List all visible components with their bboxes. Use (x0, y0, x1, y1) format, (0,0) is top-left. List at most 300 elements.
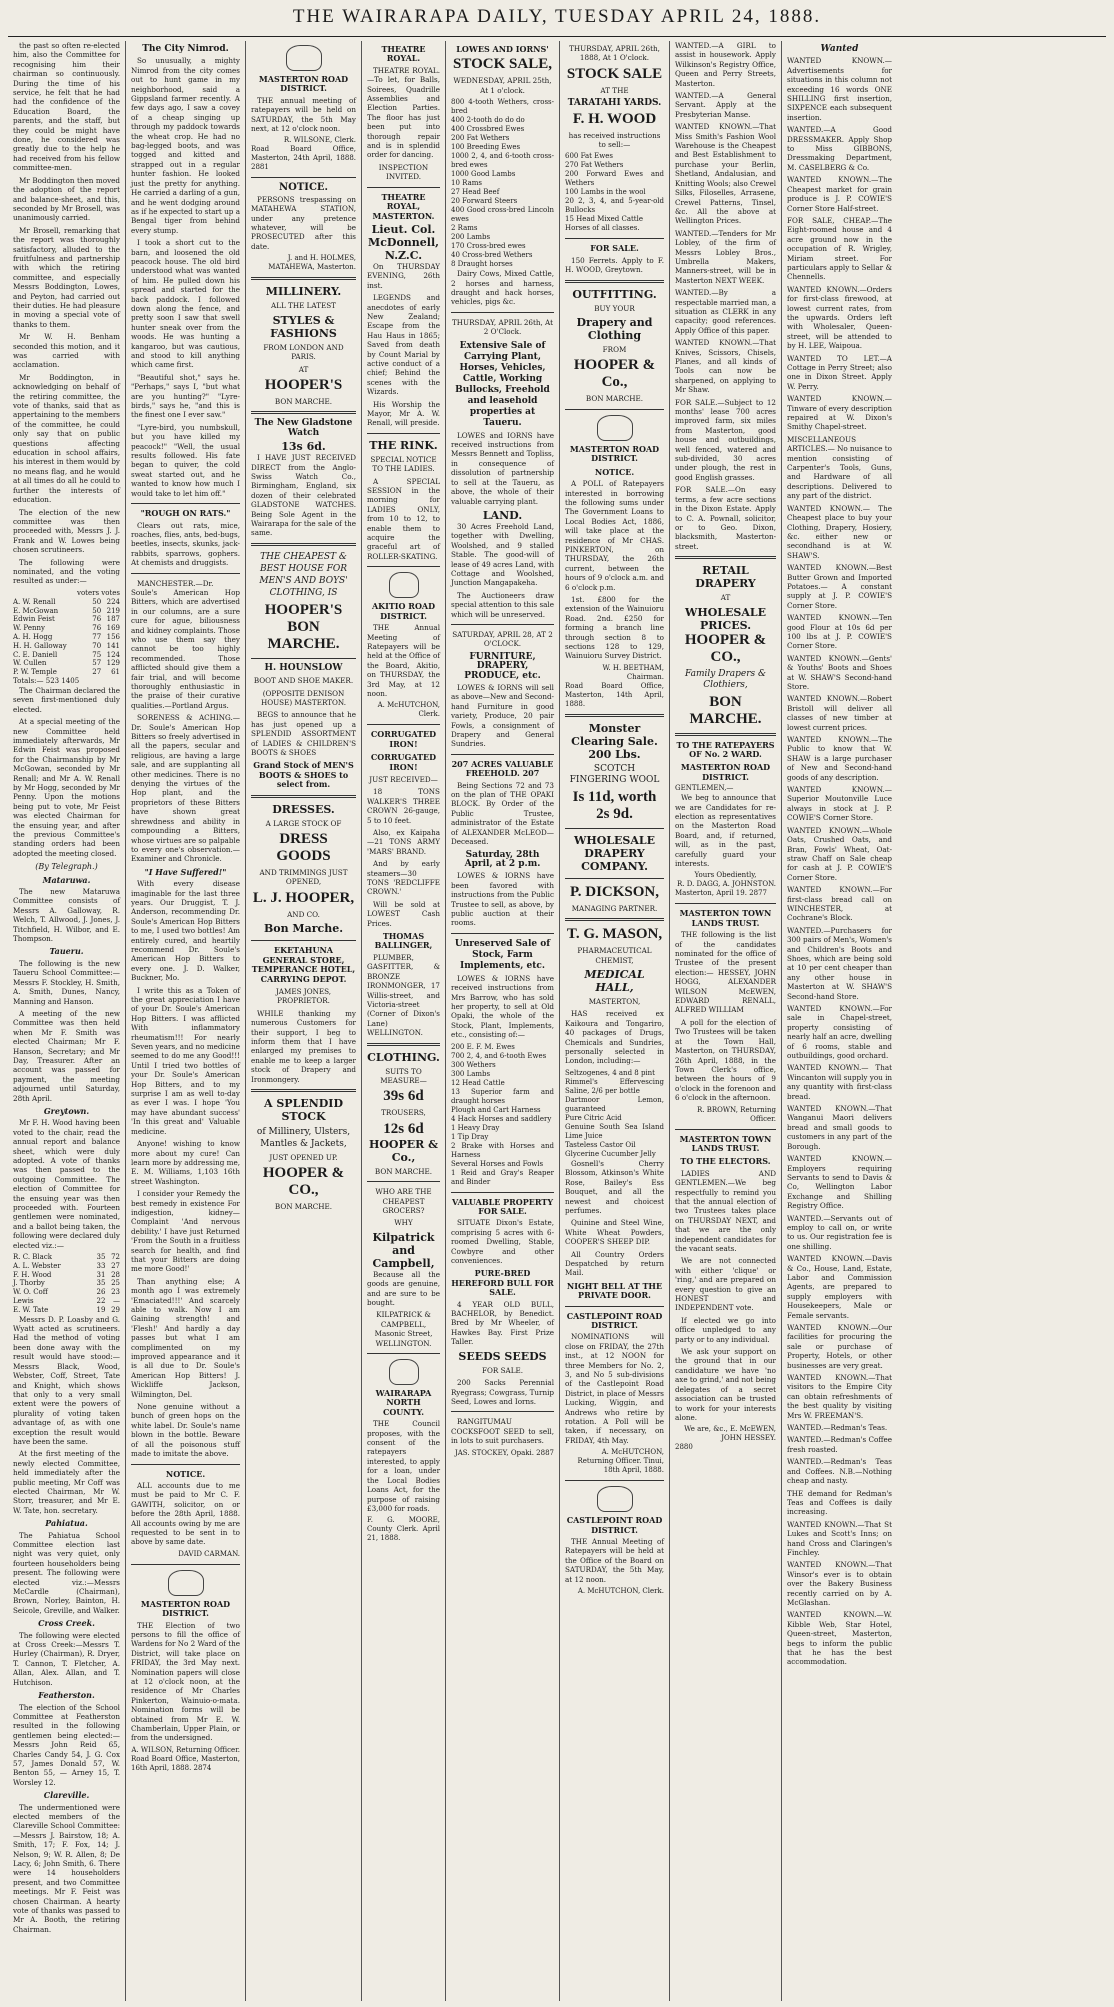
ad-line: BON MARCHE. (374, 1166, 433, 1176)
ad-text: PLUMBER, GASFITTER, & BRONZE IRONMONGER, 17 Willis-street, and Victoria-street (Corner of Dixon's Lane) WELLINGTON. (367, 952, 440, 1038)
ad-price: 13s 6d. (281, 440, 326, 454)
notice-heading: MASTERTON ROAD DISTRICT. (258, 74, 349, 94)
product-list (565, 1069, 664, 1159)
table-row: A. H. Hogg 77 156 (13, 632, 120, 641)
ad-heading: The New Gladstone Watch (254, 418, 353, 438)
ad-text: 18 TONS WALKER'S THREE CROWN 26-gauge, 5 to 10 feet. (367, 787, 440, 825)
place-heading: Taueru. (49, 946, 84, 957)
notice-heading: NOTICE. (278, 182, 329, 194)
ad-headline: Bon Marche. (263, 922, 344, 936)
ad-heading: Extensive Sale of Carrying Plant, Horses, Vehicles, Cattle, Working Bullocks, Freehold and leasehold properties at Taueru. (455, 340, 550, 428)
classified-ad: WANTED KNOWN.—For sale in Chapel-street, property consisting of nearly half an acre, dwelling of 6 rooms, stable and outbuildings, good orchard. (787, 1004, 892, 1061)
ad-text: Clears out rats, mice, roaches, flies, ants, bed-bugs, beetles, insects, skunks, jack-rabbits, sparrows, gophers. At chemists and druggists. (131, 520, 240, 568)
classified-ad: WANTED KNOWN.—Whole Oats, Crushed Oats, and Bran, Fowls' Wheat, Oat-straw Chaff on Sale cheap for cash at J. P. COWIE'S Corner Store. (787, 825, 892, 882)
ad-line: THE CHEAPEST & BEST HOUSE FOR MEN'S AND BOYS' CLOTHING, IS (259, 551, 348, 598)
ad-line: MANAGING PARTNER. (571, 903, 658, 913)
ad-headline: Kilpatrick and Campbell, (372, 1230, 435, 1270)
column-6-ads (560, 41, 670, 2001)
classified-ad: WANTED KNOWN.—That Knives, Scissors, Chisels, Planes, and all kinds of Tools can now be sharpened, on applying to Mr Shaw. (675, 338, 776, 395)
divider (367, 433, 440, 434)
classified-ad: FOR SALE, CHEAP.—The Eight-roomed house and 4 acre ground now in the occupation of R. Wrigley, Miriam street. For particulars apply to Sellar & Chennells. (787, 215, 892, 282)
article-paragraph: The following is the new Taueru School Committee:—Messrs F. Stockley, H. Smith, A. Smith, Dunes, Nancy, Manning and Hanson. (13, 958, 120, 1006)
notice-text: We beg to announce that we are Candidates for re-election as representatives on the Masterton Road Board, and, if returned, will, as in the past, carefully guard your interests. (675, 793, 776, 868)
notice-text: We are not connected with either 'clique' or 'ring,' and are prepared on every question to give an HONEST and INDEPENDENT vote. (675, 1256, 776, 1313)
notice-heading: CASTLEPOINT ROAD DISTRICT. (566, 1310, 663, 1330)
list-item: 1000 2, 4, and 6-tooth cross-bred ewes (451, 152, 554, 170)
list-item: 200 E. F. M. Ewes (451, 1042, 515, 1051)
article-paragraph: At the first meeting of the newly elected Committee, held immediately after the public meeting, Mr Coff was elected Chairman, Mr W. Storr, treasurer, and Mr E. W. Tate, hon. secretary. (13, 1449, 120, 1515)
article-paragraph: Mr F. H. Wood having been voted to the chair, read the annual report and balance sheet, which were duly adopted. A vote of thanks was then passed to the outgoing Committee. The election of Committee for the ensuing year was then proceeded with. Fourteen gentlemen were nominated, and a ballot being taken, the following were declared duly elected viz.:— (13, 1118, 120, 1250)
notice-footer: Masterton, April 19. 2877 (675, 889, 767, 898)
signature: F. G. MOORE, County Clerk. April 21, 1888. (367, 1516, 440, 1543)
notice-heading: TO THE ELECTORS. (680, 1156, 771, 1167)
ad-headline: HOOPER'S BON MARCHE. (264, 601, 343, 652)
ad-text: His Worship the Mayor, Mr A. W. Renall, will preside. (367, 399, 440, 428)
ad-heading: FURNITURE, DRAPERY, PRODUCE, etc. (464, 651, 541, 681)
list-item: 300 Lambs (451, 1069, 491, 1078)
ad-headline: DRESSES. (272, 802, 335, 816)
ad-headline: WHOLESALE PRICES. (684, 605, 767, 632)
classified-ad: WANTED.—Purchasers for 300 pairs of Men's, Women's and Children's Boots and Shoes, which are being sold at 10 per cent cheaper than any other house in Masterton at W. SHAW'S Second-hand Store. (787, 925, 892, 1001)
ad-line: WEDNESDAY, APRIL 25th, At 1 o'clock. (453, 76, 552, 95)
ad-text: All Country Orders Despatched by return Mail. (565, 1249, 664, 1278)
notice-text: A POLL of Ratepayers interested in borrowing the following sums under The Government Loans to Local Bodies Act, 1886, will take place at the residence of Mr CHAS. PINKERTON, on THURSDAY, the 26th current, between the hours of 9 o'clock a.m. and 6 o'clock p.m. (565, 479, 664, 592)
list-item: 4 Hack Horses and saddlery (451, 1114, 552, 1123)
list-item: Pure Citric Acid (565, 1113, 622, 1122)
place-heading: Mataruwa. (42, 874, 91, 885)
notice-heading: MASTERTON TOWN LANDS TRUST. (679, 1133, 772, 1153)
ad-text: SITUATE Dixon's Estate, comprising 5 acres with 6-roomed Dwelling, Stable, Cowbyre and other conveniences. (451, 1218, 554, 1266)
article-title: The City Nimrod. (142, 44, 229, 54)
ad-headline: WHOLESALE DRAPERY COMPANY. (573, 833, 656, 873)
votes-table-greytown (13, 1253, 120, 1315)
ad-line: JAMES JONES, PROPRIETOR. (275, 986, 332, 1006)
divider (251, 277, 356, 280)
list-item: Plough and Cart Harness (451, 1105, 541, 1114)
list-item: 200 Lambs (451, 233, 491, 242)
list-item: 2 Rams (451, 224, 478, 233)
list-item: 15 Head Mixed Cattle (565, 215, 643, 224)
ad-heading: THOMAS BALLINGER, (374, 931, 433, 951)
classified-ad: WANTED KNOWN.—Orders for first-class firewood, at lowest current rates, from the upwards. Orders left with Wholesaler, Queen-street, will be attended to by H. LEE, Waipoua. (787, 284, 892, 351)
ad-text: With every disease imaginable for the last three years. Our Druggist, T. J. Anderson, recommending Dr. Soule's American Hop Bitters to me, I used two bottles! Am entirely cured, and heartily recommend Dr. Soule's American Hop Bitters to every one. J. D. Walker, Buckner, Mo. (131, 879, 240, 983)
notice-heading: WAIRARAPA NORTH COUNTY. (375, 1388, 432, 1417)
list-item: 20 Forward Steers (451, 197, 518, 206)
list-item: 20 2, 3, 4, and 5-year-old Bullocks (565, 197, 664, 215)
ad-price: 39s 6d (383, 1088, 424, 1105)
table-row: W. O. Coff 26 23 (13, 1288, 120, 1297)
ad-heading: CORRUGATED IRON! (370, 729, 437, 749)
ad-line: MASTERTON, (588, 997, 641, 1007)
ad-line: FROM LONDON AND PARIS. (263, 342, 344, 362)
article-paragraph: The following were elected at Cross Creek:—Messrs T. Hurley (Chairman), R. Dryer, T. Cannon, T. Fletcher, A. Allan, Alex. Allan, and T. Hutchison. (13, 1630, 120, 1687)
table-row: Edwin Feist 76 187 (13, 615, 120, 624)
divider (565, 878, 664, 879)
list-item: 200 Fat Wethers (451, 134, 510, 143)
ad-line: AT (298, 364, 309, 374)
classified-ad: WANTED KNOWN.—W. Kibble Web, Star Hotel, Queen-street, Masterton, begs to inform the public that he has the best accommodation. (787, 1610, 892, 1667)
ad-heading: Saturday, 28th April, at 2 p.m. (464, 849, 541, 869)
auction-list (451, 98, 554, 269)
column-5-auctions (446, 41, 560, 2001)
ad-headline: Lieut. Col. McDonnell, N.Z.C. (368, 222, 439, 262)
ad-line: SPECIAL NOTICE TO THE LADIES. (370, 454, 437, 474)
classified-ad: WANTED KNOWN.—Employers requiring Servants to send to Davis & Co, Wellington Labor Exchange and Shilling Registry Office. (787, 1154, 892, 1211)
column-7-ads (670, 41, 782, 2001)
closing: Yours Obediently, (694, 871, 757, 880)
list-item: Horses of all classes. (565, 224, 640, 233)
article-paragraph: The following were nominated, and the voting resulted as under:— (13, 557, 120, 586)
ad-line: AND CO. (287, 909, 320, 919)
royal-crest-icon (389, 572, 419, 598)
ad-text: LOWES & IORNS will sell as above—New and Second-hand Furniture in good variety, Produce, 20 pair Fowls, a consignment of Drapery and General Sundries. (451, 683, 554, 749)
ad-text: HAS received ex Kaikoura and Tongariro, 40 packages of Drugs, Chemicals and Sundries, personally selected in London, including:— (565, 1009, 664, 1066)
classified-ad: WANTED KNOWN.—For first-class bread call on WINCHESTER, at Cochrane's Block. (787, 885, 892, 923)
ad-headline: Monster Clearing Sale. (571, 721, 658, 748)
ad-line: FROM (602, 345, 627, 355)
divider (251, 411, 356, 414)
divider (565, 238, 664, 239)
ad-text: THEATRE ROYAL.—To let, for Balls, Soirees, Quadrille Assemblies and Election Parties. The floor has just been put into thorough repair and is in splendid order for dancing. (367, 65, 440, 160)
ad-number: 2880 (675, 1443, 693, 1452)
ad-headline: LAND. (482, 508, 523, 522)
article-paragraph: The Chairman declared the seven first-mentioned duly elected. (13, 685, 120, 714)
divider (367, 724, 440, 725)
signature: A. WILSON, Returning Officer. (131, 1745, 240, 1754)
classified-ad: WANTED KNOWN.— That Wincanton will supply you in any quantity with first-class bread. (787, 1063, 892, 1101)
ad-text: Because all the goods are genuine, and are sure to be bought. (367, 1269, 440, 1307)
ad-headline: STOCK SALE, (453, 56, 552, 73)
ad-text: WHILE thanking my numerous Customers for their support, I beg to inform them that I have enlarged my premises to enable me to keep a larger stock of Drapery and Ironmongery. (251, 1008, 356, 1084)
ad-heading: THEATRE ROYAL, MASTERTON. (372, 191, 435, 221)
list-item: Seltzogenes, 4 and 8 pint (565, 1068, 655, 1077)
notice-heading: NOTICE. (594, 466, 635, 477)
signature: A. McHUTCHON, Returning Officer. Tinui, 18th April, 1888. (577, 1448, 664, 1475)
ad-headline: SEEDS SEEDS (458, 1349, 547, 1363)
place-heading: Featherston. (38, 1690, 95, 1701)
divider (131, 573, 240, 574)
masthead (8, 6, 1106, 37)
signature: DAVID CARMAN. (178, 1549, 240, 1558)
ad-line: Family Drapers & Clothiers, (685, 668, 766, 690)
ad-line: (OPPOSITE DENISON HOUSE) MASTERTON. (260, 688, 347, 707)
classified-ad: MISCELLANEOUS ARTICLES.— No nuisance to mention consisting of Carpenter's Tools, Guns, and Hardware of all descriptions. Delivered to any part of the district. (787, 434, 892, 501)
ad-heading: 207 ACRES VALUABLE FREEHOLD. 207 (451, 758, 554, 779)
list-item: 300 Wethers (451, 1060, 496, 1069)
classified-ad: WANTED KNOWN.—That Wanganui Maori delivers bread and small goods to customers in any part of the Borough. (787, 1104, 892, 1151)
votes-header: voters votes (76, 588, 120, 597)
signature: A. McHUTCHON, Clerk. (377, 701, 440, 719)
list-item: 800 4-tooth Wethers, cross-bred (451, 98, 554, 116)
royal-crest-icon (168, 1570, 204, 1596)
ad-headline: STOCK SALE (566, 65, 663, 82)
divider (565, 280, 664, 283)
ad-text: 200 Sacks Perennial Ryegrass; Cowgrass, Turnip Seed, Lowes and Iorns. (451, 1378, 554, 1406)
list-item: 600 Fat Ewes (565, 152, 614, 161)
notice-heading: MASTERTON ROAD DISTRICT. (140, 1598, 231, 1619)
classified-ad: WANTED KNOWN.—Ten good Flour at 10s 6d per 100 lbs at J. P. COWIE'S Corner Store. (787, 613, 892, 651)
ad-line: AT (720, 593, 731, 603)
notice-text: THE Council proposes, with the consent of the ratepayers interested, to apply for a loan, under the Local Bodies Loans Act, for the purpose of raising £3,000 for roads. (367, 1419, 440, 1513)
ad-headline: Drapery and Clothing (576, 316, 653, 343)
ad-headline: HOOPER & CO., (262, 1165, 345, 1199)
signature: W. H. BEETHAM, Chairman. (602, 663, 664, 681)
signature: J. and H. HOLMES, MATAHEWA, Masterton. (268, 254, 356, 272)
table-row: Lewis 22 — (13, 1297, 120, 1306)
list-item: 40 Cross-bred Wethers (451, 251, 533, 260)
list-item: 100 Lambs in the wool (565, 188, 646, 197)
ad-heading: CORRUGATED IRON! (370, 752, 437, 772)
column-4-ads (362, 41, 446, 2001)
columns (8, 41, 1106, 2001)
notice-footer: Road Board Office, Masterton, 24th April, 1888. 2881 (251, 145, 356, 172)
ad-price: 12s 6d (383, 1120, 424, 1137)
ad-headline: CLOTHING. (367, 1050, 440, 1064)
classified-ad: WANTED KNOWN.—Robert Bristoll will deliver all classes of new timber at lowest current prices. (787, 694, 892, 732)
list-item: 1 Reid and Gray's Reaper and Binder (451, 1168, 554, 1186)
signature: A. McHUTCHON, Clerk. (577, 1587, 664, 1596)
classified-ad: WANTED TO LET.—A Cottage in Perry Street; also one in Dixon Street. Apply W. Perry. (787, 353, 892, 391)
table-row: H. H. Galloway 70 141 (13, 641, 120, 650)
ad-heading: FOR SALE. (590, 243, 639, 254)
article-paragraph: Mr Boddington then moved the adoption of the report and balance-sheet, and this, seconded by Mr Brosell, was unanimously carried. (13, 175, 120, 223)
notice-text: LADIES AND GENTLEMEN.—We beg respectfully to remind you that the annual election of two Trustees takes place on THURSDAY NEXT, and that we are the only independent candidates for the vacant seats. (675, 1168, 776, 1253)
table-row: P. W. Temple 27 61 (13, 668, 120, 677)
ad-headline: MILLINERY. (265, 285, 342, 299)
ad-text: LOWES & IORNS have received instructions from Mrs Barrow, who has sold her property, to sell at Old Opaki, the whole of the Stock, Plant, Implements, etc., consisting of:— (451, 973, 554, 1040)
divider (367, 1181, 440, 1182)
ad-line: AT THE (600, 85, 629, 95)
divider (251, 658, 356, 659)
votes-total: Totals:— 523 1405 (13, 676, 80, 685)
divider (131, 503, 240, 504)
table-row: E. W. Tate 19 29 (13, 1305, 120, 1314)
divider (367, 187, 440, 188)
classified-ad: WANTED KNOWN.—Gents' & Youths' Boots and Shoes at W. SHAW'S Second-hand Store. (787, 653, 892, 691)
ad-headline: MEDICAL HALL, (584, 968, 645, 995)
notice-text: THE Election of two persons to fill the office of Wardens for No 2 Ward of the District, will take place on FRIDAY, the 3rd May next. Nomination papers will close at 12 o'clock noon, at the residence of Mr Charles Pinkerton, Wainuio-o-mata. Nomination forms will be obtained from Mr E. W. Chamberlain, Upper Plain, or from the undersigned. (131, 1620, 240, 1743)
classified-ad: WANTED.—A GIRL to assist in housework. Apply Wilkinson's Registry Office, Queen and Perry Streets, Masterton. (675, 41, 776, 88)
ad-heading: H. HOUNSLOW (264, 662, 343, 673)
article-paragraph: The undermentioned were elected members of the Clareville School Committee:—Messrs J. Bairstow, 18; A. Smith, 17; F. Fox, 14; J. Nelson, 9; W. R. Allen, 8; De Lacy, 6; John Smith, 6. There were 14 householders present, and two Committee meetings. Mr F. Feist was chosen Chairman. A hearty vote of thanks was passed to Mr A. Booth, the retiring Chairman. (13, 1802, 120, 1934)
list-item: 8 Draught horses (451, 260, 513, 269)
ad-heading: EKETAHUNA GENERAL STORE, TEMPERANCE HOTEL, CARRYING DEPOT. (251, 945, 356, 984)
list-item: Several Horses and Fowls (451, 1159, 544, 1168)
article-paragraph: Mr Brosell, remarking that the report was thoroughly satisfactory, alluded to the fruitfulness and partnership with which the retiring committee, and especially Messrs Boddington, Lowes, and Peyton, had carried out their duties. He had pleasure in moving a special vote of thanks to them. (13, 225, 120, 329)
article-paragraph: Messrs D. P. Loasby and G. Wyatt acted as scrutineers. Had the method of voting been done away with the result would have stood:—Messrs Black, Wood, Webster, Coff, Street, Tate and Knight, which shows that only to a very small extent were the powers of plurality of voting taken advantage of, as with one exception the result would have been the same. (13, 1314, 120, 1446)
ad-headline: P. DICKSON, (569, 883, 660, 900)
ad-headline: BON MARCHE. (689, 693, 762, 727)
ad-heading: VALUABLE PROPERTY FOR SALE. (451, 1196, 554, 1216)
ad-heading: NIGHT BELL AT THE PRIVATE DOOR. (566, 1280, 663, 1301)
ad-line: BON MARCHE. (585, 394, 644, 404)
list-item: 270 Fat Wethers (565, 161, 624, 170)
column-heading: Wanted (820, 44, 859, 54)
ad-line: AND TRIMMINGS JUST OPENED, (259, 868, 348, 887)
ad-text: Being Sections 72 and 73 on the plan of THE OPAKI BLOCK. By Order of the Public Trustee, administrator of the Estate of ALEXANDER McLEOD—Deceased. (451, 780, 554, 847)
signature: We are, &c., E. McEWEN, JOHN HESSEY. (684, 1425, 776, 1443)
place-heading: Clareville. (43, 1790, 90, 1801)
section-heading: (By Telegraph.) (35, 862, 98, 872)
ad-line: THURSDAY, APRIL 26th, 1888, At 1 O'clock. (569, 44, 660, 63)
ad-text: Quinine and Steel Wine, White Wheat Powders, COOPER'S SHEEP DIP. (565, 1218, 664, 1247)
notice-heading: AKITIO ROAD DISTRICT. (371, 601, 436, 621)
classified-ad: FOR SALE.—Subject to 12 months' lease 700 acres improved farm, six miles from Masterton, good house and outbuildings, well fenced, watered and sub-divided, 30 acres under plough, the rest in good English grasses. (675, 397, 776, 482)
table-row: E. McGowan 50 219 (13, 606, 120, 615)
list-item: 1000 Good Lambs (451, 170, 516, 179)
ad-line: SUITS TO MEASURE— (380, 1066, 427, 1085)
newspaper-title: THE WAIRARAPA DAILY, TUESDAY APRIL 24, 1888. (292, 6, 822, 27)
ad-line: A LARGE STOCK OF (265, 818, 342, 828)
ad-headline: HOOPER & Co., (368, 1137, 439, 1164)
divider (251, 940, 356, 941)
divider (565, 409, 664, 410)
table-row: W. Penny 76 169 (13, 624, 120, 633)
divider (367, 566, 440, 567)
ad-text: And by early steamers—30 TONS 'REDCLIFFE CROWN.' (367, 859, 440, 897)
divider (367, 1043, 440, 1046)
signature: JAS. STOCKEY, Opaki. 2887 (454, 1448, 554, 1457)
column-1-news (8, 41, 126, 2001)
ad-text: I HAVE JUST RECEIVED DIRECT from the Anglo-Swiss Watch Co., Birmingham, England, six dozen of their celebrated GLADSTONE WATCHES. Being Sole Agent in the Wairarapa for the sale of the same. (251, 453, 356, 538)
list-item: 1 Tip Dray (451, 1132, 489, 1141)
ad-line: SCOTCH FINGERING WOOL (569, 763, 660, 785)
notice-text: NOMINATIONS will close on FRIDAY, the 27th inst., at 12 NOON for three Members for No. 2, 3, and No 5 sub-divisions of the Castlepoint Road District, in place of Messrs Lucking, Wiggin, and Andrews who retire by rotation. A Poll will be taken, if necessary, on FRIDAY, 4th May. (565, 1332, 664, 1445)
list-item: 27 Head Beef (451, 188, 500, 197)
divider (251, 795, 356, 798)
notice-text: ALL accounts due to me must be paid to Mr C. F. GAWITH, solicitor, on or before the 28th April, 1888. All accounts owing by me are requested to be sent in to above by same date. (131, 1480, 240, 1547)
ad-headline: STYLES & FASHIONS (270, 313, 337, 340)
ad-text: MANCHESTER.—Dr. Soule's American Hop Bitters, which are advertised in our columns, are a sure cure for ague, biliousness and kidney complaints. Those who use them say they cannot be too highly recommended. Those afflicted should give them a fair trial, and will become thoroughly enthusiastic in the praise of their curative qualities.—Portland Argus. (131, 578, 240, 710)
article-paragraph: The Pahiatua School Committee election last night was very quiet, only fourteen householders being present. The following were elected viz.:—Messrs McCardle (Chairman), Brown, Norley, Bainton, H. Seicole, Greville, and Walker. (13, 1530, 120, 1615)
ad-heading: PURE-BRED HEREFORD BULL FOR SALE. (451, 1268, 554, 1298)
list-item: Genuine South Sea Island Lime Juice (565, 1122, 664, 1140)
list-item: 400 Crossbred Ewes (451, 125, 525, 134)
column-3-ads (246, 41, 362, 2001)
ad-line: WHY (394, 1218, 413, 1228)
notice-heading: CASTLEPOINT ROAD DISTRICT. (566, 1515, 663, 1535)
classified-ad: WANTED.—A General Servant. Apply at the Presbyterian Manse. (675, 91, 776, 119)
article-paragraph: Mr Boddington, in acknowledging on behalf of the retiring committee, the vote of thanks, said that as appertaining to the members of the committee, he could only say that on public questions affecting education in school affairs, his interest in them would by no means flag, and he would at all times do all he could to further the interests of education. (13, 372, 120, 505)
article-paragraph: A meeting of the new Committee was then held when Mr F. Smith was elected Chairman; Mr F. Hanson, Secretary; and Mr Day, Treasurer. After an account was passed for payment, the meeting adjourned until Saturday, 28th April. (13, 1008, 120, 1103)
ad-line: WHO ARE THE CHEAPEST GROCERS? (375, 1187, 432, 1215)
ad-text: The Auctioneers draw special attention to this sale which will be unreserved. (451, 590, 554, 619)
divider (675, 733, 776, 736)
list-item: 700 2, 4, and 6-tooth Ewes (451, 1051, 547, 1060)
classified-ad: FOR SALE.—On easy terms, a few acre sections in the Dixon Estate. Apply to C. A. Pownall, solicitor, or to Geo. Dixon, blacksmith, Masterton-street. (675, 485, 776, 551)
notice-footer: Road Board Office, Masterton, 16th April, 1888. 2874 (131, 1754, 240, 1772)
notice-heading: MASTERTON ROAD DISTRICT. (680, 762, 771, 782)
notice-heading: MASTERTON TOWN LANDS TRUST. (679, 908, 772, 928)
auction-list (451, 1043, 554, 1187)
ad-text: 4 YEAR OLD BULL, BACHELOR, by Benedict. Bred by Mr Wheeler, of Hawkes Bay. First Prize Taller. (451, 1299, 554, 1347)
salutation: GENTLEMEN,— (675, 784, 734, 793)
table-row: A. W. Renall 50 224 (13, 597, 120, 606)
divider (565, 918, 664, 921)
notice-text: If elected we go into office unpledged to any party or to any individual. (675, 1315, 776, 1344)
classified-ad: WANTED KNOWN.—Davis & Co., House, Land, Estate, Labor and Commission Agents, are prepared to supply employers with Housekeepers, Male or Female servants. (787, 1254, 892, 1320)
ad-headline: THE RINK. (369, 438, 438, 452)
notice-footer: Road Board Office, Masterton, 14th April, 1888. (565, 681, 664, 708)
classified-ad: WANTED KNOWN.—Advertisements for situations in this column not exceeding 16 words ONE SHILLING first insertion, SIXPENCE each subsequent insertion. (787, 56, 892, 122)
notice-text: PERSONS trespassing on MATAHEWA STATION, under any pretence whatever, will be PROSECUTED after this date. (251, 194, 356, 251)
list-item: Dartmoor Lemon, guaranteed (565, 1095, 664, 1113)
ad-headline: HOOPER'S (264, 376, 343, 393)
notice-text: THE Annual Meeting of Ratepayers will be held at the Office of the Board, Akitio, on THURSDAY, the 3rd May, at 12 noon. (367, 623, 440, 698)
article-paragraph: I took a short cut to the barn, and loosened the old peacock house. The old bird understood what was wanted of him. He pulled down his spread and started for the back paddock. I followed down along the fence, and pretty soon I saw that swell hunter sneak over from the woods. He was hunting a kangaroo, but was cautious, and stood to kill anything which came first. (131, 238, 240, 370)
ad-text: A SPECIAL SESSION in the morning for LADIES ONLY, from 10 to 12, to enable them to acquire the graceful art of ROLLER-SKATING. (367, 476, 440, 561)
divider (451, 1192, 554, 1193)
divider (565, 1480, 664, 1481)
ad-heading: "I Have Suffered!" (144, 866, 227, 877)
ad-text: Gosnell's Cherry Blossom, Atkinson's White Rose, Bailey's Ess Bouquet, and all the newest and choicest perfumes. (565, 1158, 664, 1215)
notice-heading: TO THE RATEPAYERS OF No. 2 WARD. (676, 739, 775, 759)
classified-ad: WANTED KNOWN.— The Cheapest place to buy your Clothing, Drapery, Hosiery, &c. either new or secondhand is at W. SHAW'S. (787, 503, 892, 560)
article-paragraph: "Beautiful shot," says he. "Perhaps," says I, "but what are you hunting?" "Lyre-birds," says he, "and this is the finest one I ever saw." (131, 372, 240, 420)
signature: R. D. DAGG, A. JOHNSTON. (677, 880, 776, 889)
ad-heading: TARATAHI YARDS. (567, 98, 662, 109)
classified-ad: WANTED KNOWN.—The Cheapest market for grain produce is J. P. COWIE'S Corner Store Half-street. (787, 175, 892, 213)
table-row: W. Cullen 57 129 (13, 659, 120, 668)
table-row: C. E. Daniell 75 124 (13, 650, 120, 659)
signature: R. WILSONE, Clerk. (283, 136, 356, 145)
divider (367, 1353, 440, 1354)
ad-price: Is 11d, worth 2s 9d. (572, 788, 657, 822)
ad-line: INSPECTION INVITED. (378, 162, 429, 182)
ad-text: LOWES and IORNS have received instructions from Messrs Bennett and Topliss, in consequence of dissolution of partnership to sell at the Taueru, as above, the whole of their valuable carrying plant. (451, 430, 554, 506)
place-heading: Greytown. (43, 1105, 90, 1116)
classified-ad: WANTED KNOWN.—Tinware of every description repaired at W. Dixon's Smithy Chapel-street. (787, 394, 892, 432)
ad-headline: A SPLENDID STOCK (264, 1096, 343, 1123)
royal-crest-icon (597, 1486, 633, 1512)
ad-line: has received instructions to sell:— (568, 130, 661, 150)
ad-heading: LOWES AND IORNS' (456, 44, 549, 54)
list-item: Glycerine Cucumber Jelly (565, 1149, 656, 1158)
classified-ad: WANTED KNOWN.—That Winsor's ever is to obtain over the Bakery Business recently carried on by A. McGlashan. (787, 1560, 892, 1607)
signature: R. BROWN, Returning Officer. (696, 1105, 776, 1123)
divider (451, 754, 554, 755)
list-item: Tasteless Castor Oil (565, 1140, 636, 1149)
article-paragraph: the past so often re-elected him, also the Committee for recognising him their chairman so continuously. During the time of his service, he felt that he had had the confidence of the Education Board, the parents, and the staff, but they could be might have done, he considered was greatly due to the help he had received from his fellow committee-men. (13, 41, 120, 173)
list-item: Rimmel's Effervescing Saline, 2/6 per bottle (565, 1077, 664, 1095)
ad-line: BUY YOUR (594, 303, 635, 313)
ad-line: BON MARCHE. (274, 396, 333, 406)
classified-ad: THE demand for Redman's Teas and Coffees is daily increasing. (787, 1488, 892, 1517)
article-paragraph: The new Mataruwa Committee consists of Messrs A. Galloway, R. Welch, T. Allwood, J. Jones, J. Titchfield, H. Wilbor, and E. Thompson. (13, 887, 120, 944)
ad-text: Dairy Cows, Mixed Cattle, 2 horses and harness, draught and hack horses, vehicles, pigs &c. (451, 269, 554, 307)
list-item: 1 Heavy Dray (451, 1123, 500, 1132)
list-item: 200 Forward Ewes and Wethers (565, 170, 664, 188)
divider (251, 543, 356, 546)
notice-text: We ask your support on the ground that in our candidature we have 'no axe to grind,' and not being delegates of a secret association can be trusted to work for your interests alone. (675, 1347, 776, 1422)
list-item: 12 Head Cattle (451, 1078, 505, 1087)
classified-ad: WANTED.—Redman's Teas and Coffees. N.B.—Nothing cheap and nasty. (787, 1457, 892, 1486)
notice-heading: NOTICE. (165, 1468, 206, 1479)
royal-crest-icon (597, 415, 633, 441)
divider (131, 1464, 240, 1465)
list-item: 170 Cross-bred ewes (451, 242, 526, 251)
divider (451, 312, 554, 313)
ad-heading: Grand Stock of MEN'S BOOTS & SHOES to select from. (253, 760, 354, 790)
ad-line: ALL THE LATEST (271, 301, 336, 311)
ad-line: PHARMACEUTICAL CHEMIST, (577, 946, 652, 965)
table-row: R. C. Black 35 72 (13, 1253, 120, 1262)
ad-heading: "ROUGH ON RATS." (140, 508, 231, 519)
classified-ad: WANTED KNOWN.—Best Butter Grown and Imported Potatoes.— A constant supply at J. P. COWIE'S Corner Store. (787, 563, 892, 610)
ad-heading: Unreserved Sale of Stock, Farm Implements, etc. (454, 938, 551, 971)
ad-text: I write this as a Token of the great appreciation I have of your Dr. Soule's American Hop Bitters. I was afflicted With inflammatory rheumatism!!! For nearly Seven years, and no medicine seemed to do me any Good!!! Until I tried two bottles of your Dr. Soule's American Hop Bitters, and to my surprise I am as well to-day as ever I was. I hope 'You may have abundant success' 'In this great and' Valuable medicine. (131, 985, 240, 1136)
place-heading: Cross Creek. (38, 1618, 95, 1629)
